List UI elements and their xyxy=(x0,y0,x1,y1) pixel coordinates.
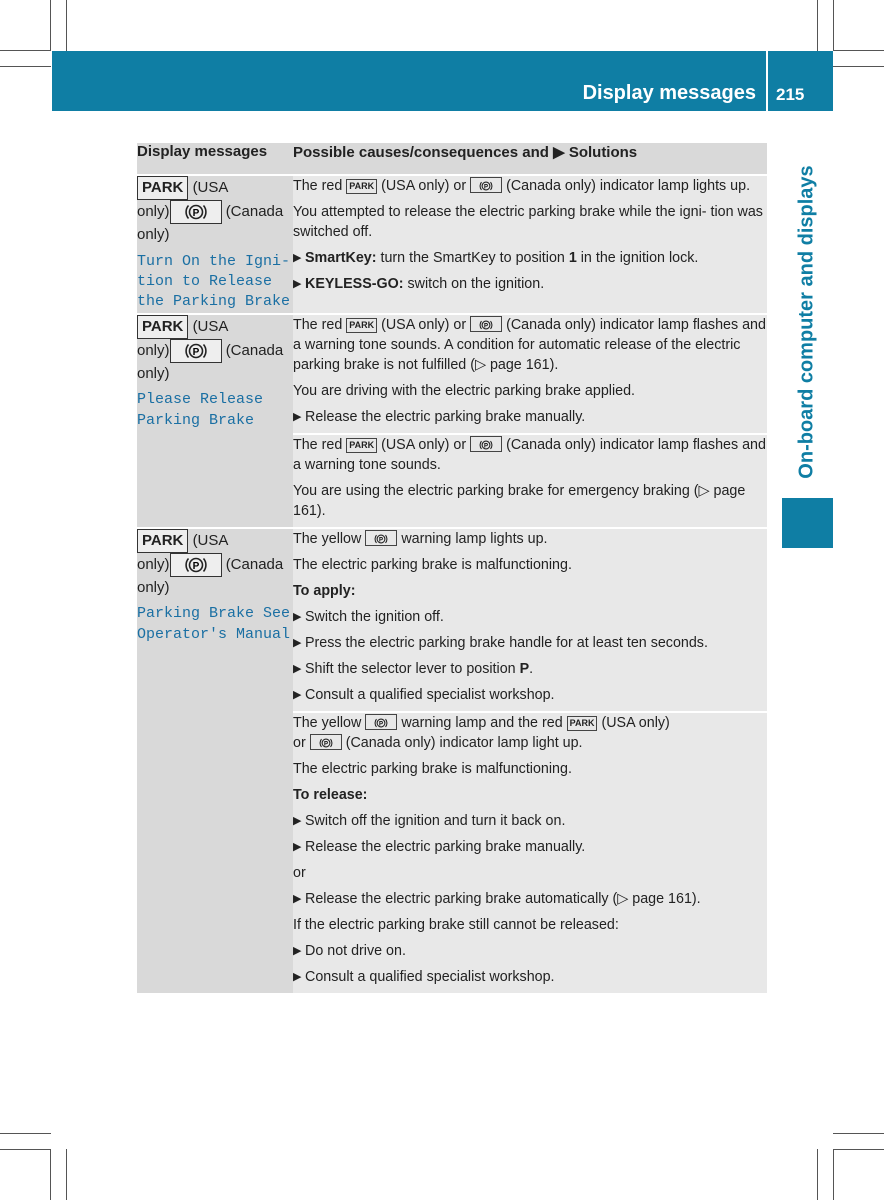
svg-text:P: P xyxy=(192,208,199,219)
park-indicator-icon: PARK xyxy=(346,179,377,194)
text: The yellow xyxy=(293,530,362,547)
crop-mark xyxy=(817,1149,818,1200)
page-header xyxy=(52,51,766,111)
text: (USA only) or xyxy=(381,436,467,453)
parking-brake-icon xyxy=(170,339,222,363)
crop-mark xyxy=(833,0,834,51)
bullet-arrow-icon: ▶ xyxy=(293,636,302,649)
crop-mark xyxy=(0,1133,51,1134)
paragraph: The electric parking brake is malfunctioning. xyxy=(293,760,572,777)
bullet-item xyxy=(293,685,767,705)
usa-label: (USA xyxy=(192,317,229,335)
text: (USA only) xyxy=(601,714,670,731)
side-tab-marker xyxy=(782,498,833,548)
bullet-arrow-icon: ▶ xyxy=(293,944,302,957)
crop-mark xyxy=(66,0,67,51)
bullet-item xyxy=(293,889,767,909)
only-label: only) xyxy=(137,202,170,220)
svg-text:P: P xyxy=(323,741,328,748)
subheading: To release: xyxy=(293,786,368,803)
paragraph: If the electric parking brake still cannot be released: xyxy=(293,916,619,933)
bullet-item xyxy=(293,248,767,268)
side-tab xyxy=(782,150,832,495)
display-message-text: Turn On the Igni- tion to Release the Parking Brake xyxy=(137,252,291,311)
text: P xyxy=(519,660,530,677)
paragraph: You are using the electric parking brake for emergency braking (▷ page 161). xyxy=(293,482,746,519)
parking-brake-icon xyxy=(310,734,342,750)
bullet-item xyxy=(293,659,767,679)
crop-mark xyxy=(833,1133,884,1134)
text: The red xyxy=(293,436,343,453)
crop-mark xyxy=(833,1149,884,1150)
text: in the ignition lock. xyxy=(576,250,699,267)
parking-brake-icon xyxy=(170,553,222,577)
bullet-arrow-icon: ▶ xyxy=(293,814,302,827)
bullet-item xyxy=(293,407,767,427)
paragraph: You are driving with the electric parking brake applied. xyxy=(293,382,636,399)
text: Consult a qualified specialist workshop. xyxy=(305,968,555,985)
park-indicator-icon: PARK xyxy=(137,315,188,339)
message-cell xyxy=(137,175,293,314)
text: 1 xyxy=(568,250,577,267)
column-header-causes: Possible causes/consequences and ▶ Solutions xyxy=(293,143,767,175)
table-row xyxy=(137,314,767,434)
text: The red xyxy=(293,178,343,194)
svg-text:P: P xyxy=(484,322,489,329)
text: warning lamp and the red xyxy=(401,714,563,731)
causes-cell xyxy=(293,434,767,528)
only-label: only) xyxy=(137,341,170,359)
causes-cell xyxy=(293,175,767,314)
bullet-item xyxy=(293,274,767,294)
text: (Canada only) indicator lamp light up. xyxy=(345,734,583,751)
only-label: only) xyxy=(137,364,170,382)
text: The red xyxy=(293,316,343,333)
only-label: only) xyxy=(137,555,170,573)
message-cell xyxy=(137,528,293,993)
text: SmartKey: xyxy=(305,250,377,267)
or-text: or xyxy=(293,864,306,881)
park-indicator-icon: PARK xyxy=(567,716,598,731)
text: (Canada only) indicator lamp lights up. xyxy=(506,178,751,194)
parking-brake-icon xyxy=(170,200,222,224)
table-header-row xyxy=(137,143,767,175)
text: Press the electric parking brake handle for at least ten seconds. xyxy=(305,634,708,651)
page-number: 215 xyxy=(776,85,805,104)
text: Shift the selector lever to position xyxy=(305,660,520,677)
bullet-arrow-icon: ▶ xyxy=(293,252,302,265)
column-header-messages: Display messages xyxy=(137,143,293,175)
text: Switch off the ignition and turn it back on. xyxy=(305,812,566,829)
causes-cell xyxy=(293,528,767,712)
text: Switch the ignition off. xyxy=(305,608,444,625)
bullet-arrow-icon: ▶ xyxy=(293,688,302,701)
crop-mark xyxy=(50,1149,51,1200)
crop-mark xyxy=(0,66,51,67)
text: Release the electric parking brake automatically (▷ page 161). xyxy=(305,890,701,907)
svg-text:P: P xyxy=(192,346,199,358)
crop-mark xyxy=(833,1149,834,1200)
text: Release the electric parking brake manually. xyxy=(305,838,586,855)
canada-label: (Canada xyxy=(225,555,284,573)
park-indicator-icon: PARK xyxy=(346,318,377,333)
display-messages-table xyxy=(137,143,767,993)
bullet-item xyxy=(293,811,767,831)
svg-text:P: P xyxy=(379,537,384,544)
paragraph: The electric parking brake is malfunctioning. xyxy=(293,556,572,573)
text: Consult a qualified specialist workshop. xyxy=(305,686,555,703)
parking-brake-icon xyxy=(470,436,502,452)
causes-cell xyxy=(293,314,767,434)
svg-text:P: P xyxy=(484,442,489,449)
crop-mark xyxy=(0,1149,51,1150)
crop-mark xyxy=(833,50,884,51)
parking-brake-icon xyxy=(365,714,397,730)
svg-text:P: P xyxy=(192,560,199,572)
park-indicator-icon: PARK xyxy=(137,529,188,553)
text: warning lamp lights up. xyxy=(401,530,548,547)
message-cell xyxy=(137,314,293,528)
text: (USA only) or xyxy=(381,178,467,194)
parking-brake-icon xyxy=(470,316,502,332)
table-row xyxy=(137,528,767,712)
text: (Canada only) indicator lamp flashes and a warning tone sounds. A condition for automatic release of the electric parking brake is not fulfilled (▷ page 161). xyxy=(293,316,766,373)
bullet-arrow-icon: ▶ xyxy=(293,892,302,905)
text: Release the electric parking brake manually. xyxy=(305,408,586,425)
bullet-arrow-icon: ▶ xyxy=(293,410,302,423)
only-label: only) xyxy=(137,578,170,596)
only-label: only) xyxy=(137,226,170,243)
bullet-arrow-icon: ▶ xyxy=(293,278,302,291)
text: (Canada only) indicator lamp flashes and a warning tone sounds. xyxy=(293,436,766,473)
canada-label: (Canada xyxy=(225,341,284,359)
bullet-item xyxy=(293,607,767,627)
usa-label: (USA xyxy=(192,531,229,549)
bullet-item xyxy=(293,941,767,961)
parking-brake-icon xyxy=(365,530,397,546)
display-message-text: Please Release Parking Brake xyxy=(137,391,264,429)
paragraph: You attempted to release the electric parking brake while the igni- tion was switched off. xyxy=(293,204,763,241)
text: turn the SmartKey to position xyxy=(376,250,569,267)
bullet-arrow-icon: ▶ xyxy=(293,610,302,623)
usa-label: (USA xyxy=(192,179,229,196)
crop-mark xyxy=(0,50,51,51)
causes-cell xyxy=(293,712,767,993)
bullet-arrow-icon: ▶ xyxy=(293,662,302,675)
bullet-arrow-icon: ▶ xyxy=(293,970,302,983)
text: . xyxy=(529,660,534,677)
text: The yellow xyxy=(293,714,362,731)
bullet-item xyxy=(293,837,767,857)
crop-mark xyxy=(817,0,818,51)
text: KEYLESS-GO: xyxy=(305,276,404,293)
display-message-text: Parking Brake See Operator's Manual xyxy=(137,605,291,643)
text: switch on the ignition. xyxy=(403,276,545,293)
svg-text:P: P xyxy=(379,721,384,728)
park-indicator-icon: PARK xyxy=(346,438,377,453)
text: (USA only) or xyxy=(381,316,467,333)
side-tab-label: On-board computer and displays xyxy=(795,165,818,479)
parking-brake-icon xyxy=(470,177,502,193)
subheading: To apply: xyxy=(293,582,356,599)
bullet-item xyxy=(293,967,767,987)
header-title: Display messages xyxy=(582,82,756,104)
text: Do not drive on. xyxy=(305,942,406,959)
canada-label: (Canada xyxy=(225,202,284,220)
crop-mark xyxy=(50,0,51,51)
page-number-box xyxy=(768,51,833,111)
crop-mark xyxy=(833,66,884,67)
table-row xyxy=(137,175,767,314)
bullet-arrow-icon: ▶ xyxy=(293,840,302,853)
crop-mark xyxy=(66,1149,67,1200)
text: or xyxy=(293,734,306,751)
bullet-item xyxy=(293,633,767,653)
park-indicator-icon: PARK xyxy=(137,176,188,200)
svg-text:P: P xyxy=(484,184,489,191)
